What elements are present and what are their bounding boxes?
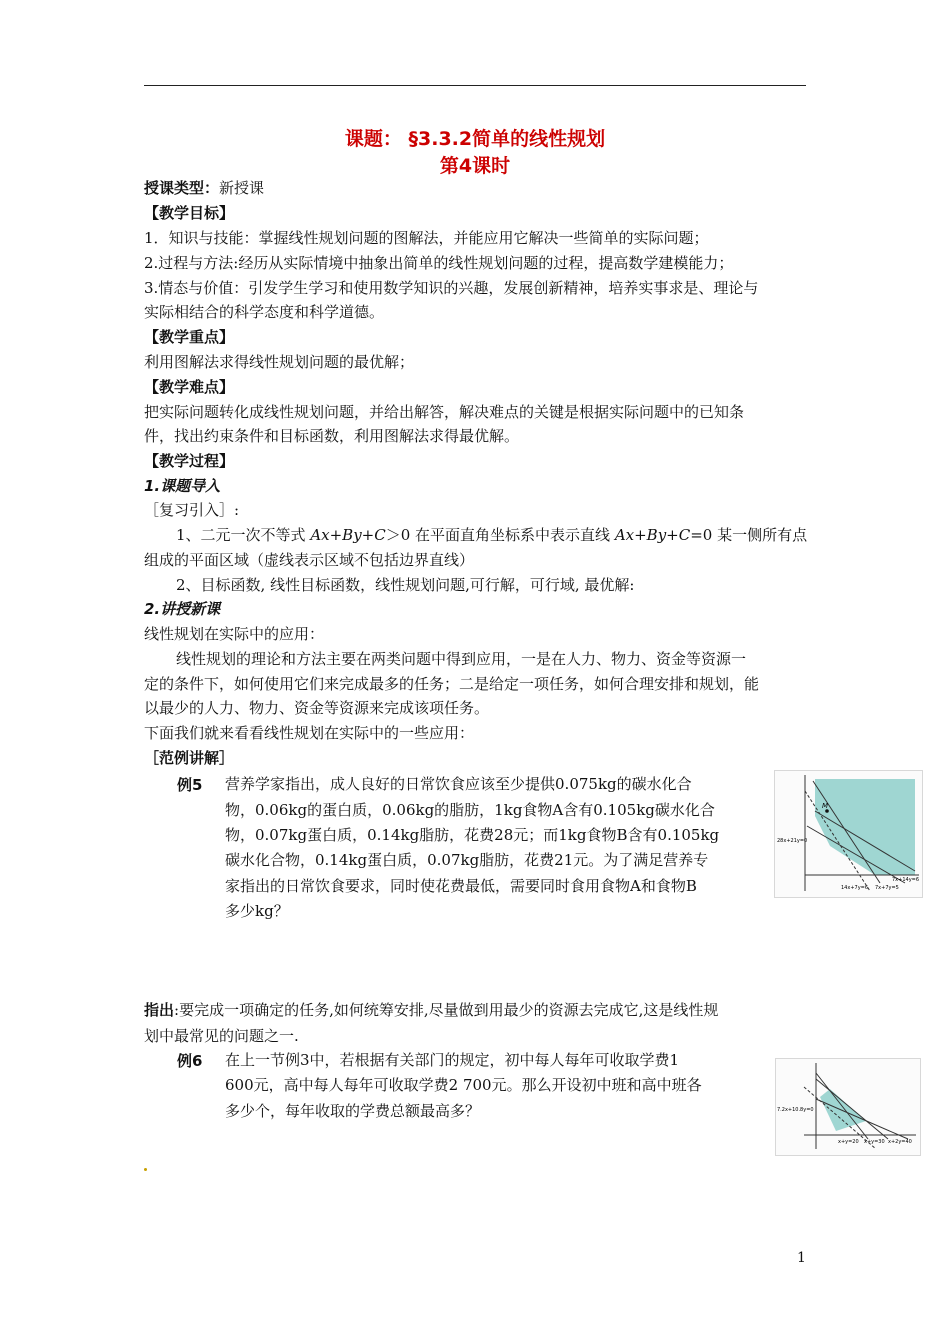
equation-label: 7x+7y=5 xyxy=(875,885,899,891)
section-2-heading: 2.讲授新课 xyxy=(144,600,221,618)
boundary-line xyxy=(816,1073,868,1139)
equation-label: 7x+14y=6 xyxy=(892,877,920,883)
note-label: 指出 xyxy=(144,1001,175,1019)
review-item-2: 2、目标函数, 线性目标函数，线性规划问题,可行解，可行域, 最优解: xyxy=(176,576,635,594)
example-5-figure xyxy=(774,770,923,898)
key-points-text: 利用图解法求得线性规划问题的最优解； xyxy=(144,353,415,371)
next-intro: 下面我们就来看看线性规划在实际中的一些应用： xyxy=(144,724,475,742)
review1-part: =0 某一侧所有点 xyxy=(690,526,808,544)
example-5-line: 家指出的日常饮食要求，同时使花费最低，需要同时食用食物A和食物B xyxy=(225,877,697,895)
goal-item: 2.过程与方法:经历从实际情境中抽象出简单的线性规划问题的过程，提高数学建模能力； xyxy=(144,254,734,272)
title-line-1: 课题： §3.3.2简单的线性规划 xyxy=(344,128,606,150)
page-number: 1 xyxy=(797,1250,806,1266)
paragraph-line: 定的条件下，如何使用它们来完成最多的任务；二是给定一项任务，如何合理安排和规划，能 xyxy=(144,675,760,693)
review1-expression: Ax+By+C xyxy=(614,526,691,544)
example-5-line: 碳水化合物，0.14kg蛋白质，0.07kg脂肪，花费21元。为了满足营养专 xyxy=(225,851,709,869)
difficulties-line: 件，找出约束条件和目标函数，利用图解法求得最优解。 xyxy=(144,427,520,445)
point-label: M xyxy=(822,802,829,810)
examples-label: ［范例讲解］ xyxy=(144,749,235,767)
process-heading: 【教学过程】 xyxy=(144,452,235,470)
stray-dot xyxy=(144,1168,147,1171)
equation-label: x+y=30 xyxy=(864,1139,885,1145)
goal-item: 1．知识与技能：掌握线性规划问题的图解法，并能应用它解决一些简单的实际问题； xyxy=(144,229,709,247)
goal-item: 实际相结合的科学态度和科学道德。 xyxy=(144,303,385,321)
feasible-region-graph-1 xyxy=(775,771,922,897)
equation-label: x+2y=40 xyxy=(888,1139,912,1145)
review1-part: 1、二元一次不等式 xyxy=(176,526,311,544)
review-item-1 xyxy=(176,525,807,545)
example-5-label: 例5 xyxy=(177,776,203,794)
equation-label: 28x+21y=0 xyxy=(777,838,808,844)
boundary-line xyxy=(816,1099,908,1139)
application-intro: 线性规划在实际中的应用： xyxy=(144,625,325,643)
paragraph-line: 以最少的人力、物力、资金等资源来完成该项任务。 xyxy=(144,699,490,717)
note-line-2: 划中最常见的问题之一. xyxy=(144,1027,299,1045)
note-text: :要完成一项确定的任务,如何统筹安排,尽量做到用最少的资源去完成它,这是线性规 xyxy=(174,1001,719,1019)
lesson-type-value: 新授课 xyxy=(219,179,265,197)
feasible-region-graph-2 xyxy=(776,1059,920,1155)
example-6-figure xyxy=(775,1058,921,1156)
equation-label: 14x+7y=6 xyxy=(841,885,869,891)
example-6-label: 例6 xyxy=(177,1052,203,1070)
title-line-2: 第4课时 xyxy=(439,155,511,177)
header-rule xyxy=(144,85,806,86)
goals-heading: 【教学目标】 xyxy=(144,204,235,222)
example-6-line: 在上一节例3中，若根据有关部门的规定，初中每人每年可收取学费1 xyxy=(225,1051,680,1069)
review1-part: ＞0 在平面直角坐标系中表示直线 xyxy=(385,526,615,544)
goal-item: 3.情态与价值：引发学生学习和使用数学知识的兴趣，发展创新精神，培养实事求是、理论与 xyxy=(144,279,759,297)
example-6-line: 600元，高中每人每年可收取学费2 700元。那么开设初中班和高中班各 xyxy=(225,1076,702,1094)
review-label: ［复习引入］: xyxy=(144,501,240,519)
review-item-1-continued: 组成的平面区域（虚线表示区域不包括边界直线） xyxy=(144,551,475,569)
key-points-heading: 【教学重点】 xyxy=(144,328,235,346)
example-5-line: 营养学家指出，成人良好的日常饮食应该至少提供0.075kg的碳水化合 xyxy=(225,775,692,793)
example-6-line: 多少个，每年收取的学费总额最高多？ xyxy=(225,1102,481,1120)
paragraph-line: 线性规划的理论和方法主要在两类问题中得到应用，一是在人力、物力、资金等资源一 xyxy=(176,650,747,668)
difficulties-heading: 【教学难点】 xyxy=(144,378,235,396)
equation-label: x+y=20 xyxy=(838,1139,859,1145)
example-5-line: 物，0.06kg的蛋白质，0.06kg的脂肪，1kg食物A含有0.105kg碳水化合 xyxy=(225,801,715,819)
difficulties-line: 把实际问题转化成线性规划问题，并给出解答，解决难点的关键是根据实际问题中的已知条 xyxy=(144,403,745,421)
feasible-region xyxy=(820,1089,866,1131)
note-line-1 xyxy=(144,1000,718,1020)
equation-label: 7.2x+10.8y=0 xyxy=(777,1107,814,1113)
example-5-line: 多少kg？ xyxy=(225,902,289,920)
lesson-type-label: 授课类型： xyxy=(144,179,220,197)
example-5-line: 物，0.07kg蛋白质，0.14kg脂肪，花费28元；而1kg食物B含有0.105kg xyxy=(225,826,720,844)
section-1-heading: 1.课题导入 xyxy=(144,477,221,495)
lesson-type xyxy=(144,178,264,198)
review1-expression: Ax+By+C xyxy=(310,526,386,544)
